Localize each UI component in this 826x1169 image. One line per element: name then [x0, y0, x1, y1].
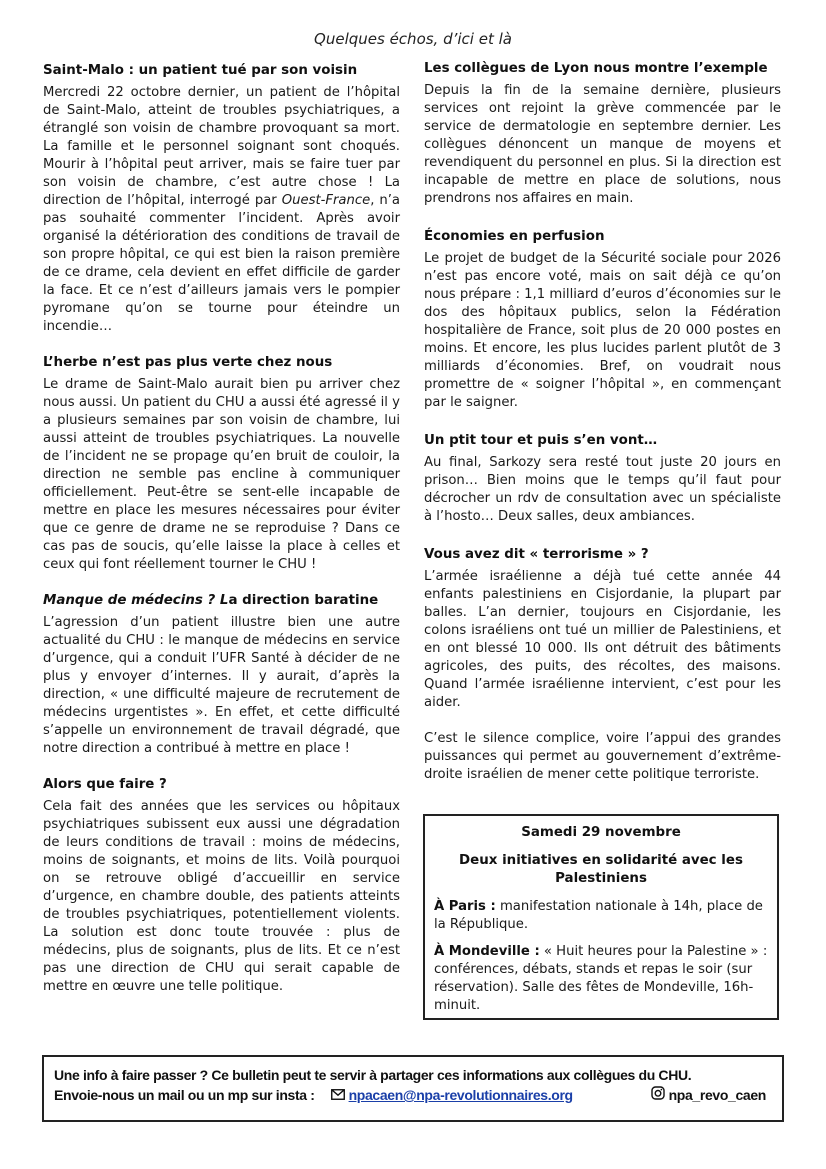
article-body: [43, 84, 400, 336]
footer-contact-box: [42, 1055, 784, 1122]
event-item-paris: [434, 898, 768, 934]
footer-contact-prompt: Envoie-nous un mail ou un mp sur insta :: [54, 1087, 315, 1103]
article-lyon: [424, 60, 781, 208]
mail-icon: [331, 1085, 345, 1105]
article-body: Le projet de budget de la Sécurité sociale pour 2026 n’est pas encore voté, mais on sait déjà ce qu’on nous prépare : 1,1 milliard d’euros d’économies sur le dos des hôpitaux publics, selon la Fédération hospitalière de France, soit plus de 20 000 postes en moins. Et encore, les plus lucides parlent plutôt de 3 milliards d’économies. Bref, on voudrait nous promettre de « soigner l’hôpital », en commençant par le saigner.: [424, 251, 781, 410]
article-title-italic: Manque de médecins ? L: [43, 593, 229, 608]
article-text: Mercredi 22 octobre dernier, un patient de l’hôpital de Saint-Malo, atteint de troubles psychiatriques, a étranglé son voisin de chambre provoquant sa mort. La famille et le personnel soignant sont choqués. Mourir à l’hôpital peut arriver, mais se faire tuer par son voisin de chambre, c’est autre chose ! La direction de l’hôpital, interrogé par: [43, 85, 400, 208]
page-header: Quelques échos, d’ici et là: [314, 30, 512, 48]
event-place: À Mondeville :: [434, 944, 540, 959]
article-economies: [424, 228, 781, 412]
instagram-username: npa_revo_caen: [668, 1087, 766, 1103]
article-title: Alors que faire ?: [43, 777, 167, 792]
article-manque-medecins: [43, 592, 400, 758]
footer-line-2: [54, 1085, 772, 1105]
article-herbe: [43, 354, 400, 574]
left-column: [43, 62, 400, 1010]
event-title: Deux initiatives en solidarité avec les Palestiniens: [459, 853, 743, 886]
article-title: Vous avez dit « terrorisme » ?: [424, 547, 649, 562]
article-title: L’herbe n’est pas plus verte chez nous: [43, 355, 333, 370]
instagram-icon: [651, 1085, 665, 1105]
event-description: « Huit heures pour la Palestine » : conférences, débats, stands et repas le soir (sur réservation). Salle des fêtes de Mondeville, 16h-minuit.: [434, 944, 768, 1013]
event-item-mondeville: [434, 943, 768, 1015]
event-date: Samedi 29 novembre: [521, 825, 681, 840]
article-terrorisme: [424, 546, 781, 784]
article-body: Le drame de Saint-Malo aurait bien pu arriver chez nous aussi. Un patient du CHU a aussi été agressé il y a plusieurs semaines par son voisin de chambre, lui aussi atteint de troubles psychiatriques. La nouvelle de l’incident ne se propage qu’en bruit de couloir, la direction ne semble pas encline à communiquer officiellement. Peut-être se sent-elle incapable de mettre en place les mesures nécessaires pour éviter que ce genre de drame ne se reproduise ? Dans ce cas pas de soucis, qu’elle laisse la place à celles et ceux qui font réellement tourner le CHU !: [43, 377, 400, 572]
instagram-handle[interactable]: [651, 1085, 766, 1105]
event-description: manifestation nationale à 14h, place de la République.: [434, 899, 763, 932]
event-box: [423, 814, 779, 1020]
article-title: Un ptit tour et puis s’en vont…: [424, 433, 658, 448]
article-saint-malo: [43, 62, 400, 336]
article-body: Depuis la fin de la semaine dernière, plusieurs services ont rejoint la grève commencée par le service de dermatologie en septembre dernier. Les collègues dénoncent un manque de moyens et revendiquent du personnel en plus. Si la direction est incapable de mettre en place de solutions, nous prendrons nos affaires en main.: [424, 83, 781, 206]
article-body-2: C’est le silence complice, voire l’appui des grandes puissances qui permet au gouvernement d’extrême-droite israélien de mener cette politique terroriste.: [424, 731, 781, 782]
article-sarkozy: [424, 432, 781, 526]
article-body: L’armée israélienne a déjà tué cette année 44 enfants palestiniens en Cisjordanie, la plupart par balles. L’an dernier, toujours en Cisjordanie, les colons israéliens ont tué un millier de Palestiniens, et en ont blessé 10 000. Ils ont détruit des bâtiments agricoles, des puits, des récoltes, des maisons. Quand l’armée israélienne intervient, c’est pour les aider.: [424, 569, 781, 710]
article-body: Au final, Sarkozy sera resté tout juste 20 jours en prison… Bien moins que le temps qu’il faut pour décrocher un rdv de consultation avec un spécialiste à l’hosto… Deux salles, deux ambiances.: [424, 455, 781, 524]
article-body: Cela fait des années que les services ou hôpitaux psychiatriques subissent eux aussi une dégradation de leurs conditions de travail : moins de médecins, moins de soignants, et moins de lits. Voilà pourquoi on se retrouve obligé d’accueillir en service d’urgence, en chambre double, des patients atteints de troubles psychiatriques, potentiellement violents. La solution est donc toute trouvée : plus de médecins, plus de soignants, plus de lits. Et ce n’est pas une direction de CHU qui serait capable de mettre en œuvre une telle politique.: [43, 799, 400, 994]
event-place: À Paris :: [434, 899, 496, 914]
article-alors-que-faire: [43, 776, 400, 996]
email-link[interactable]: npacaen@npa-revolutionnaires.org: [348, 1087, 573, 1103]
footer-line-1: Une info à faire passer ? Ce bulletin peut te servir à partager ces informations aux collègues du CHU.: [54, 1067, 692, 1083]
article-title: Économies en perfusion: [424, 229, 605, 244]
article-text: , n’a pas souhaité commenter l’incident. Après avoir organisé la détérioration des conditions de travail de son propre hôpital, ce qui est bien la raison première de ce drame, cela devient en effet difficile de garder la face. Et ce n’est d’ailleurs jamais vers le pompier pyromane qu’on se tourne pour éteindre un incendie…: [43, 193, 401, 334]
article-body: L’agression d’un patient illustre bien une autre actualité du CHU : le manque de médecins en service d’urgence, qui a conduit l’UFR Santé à décider de ne plus y envoyer d’internes. Il y aurait, d’après la direction, « une difficulté majeure de recrutement de médecins urgentistes ». En effet, et cette difficulté s’appelle un environnement de travail dégradé, que notre direction a contribué à mettre en place !: [43, 615, 400, 756]
right-column: [424, 60, 781, 798]
article-title: Saint-Malo : un patient tué par son voisin: [43, 63, 358, 78]
article-title: [43, 592, 400, 610]
newspaper-name: Ouest-France: [281, 193, 371, 208]
article-title: Les collègues de Lyon nous montre l’exemple: [424, 61, 768, 76]
article-title-rest: a direction baratine: [228, 593, 379, 608]
